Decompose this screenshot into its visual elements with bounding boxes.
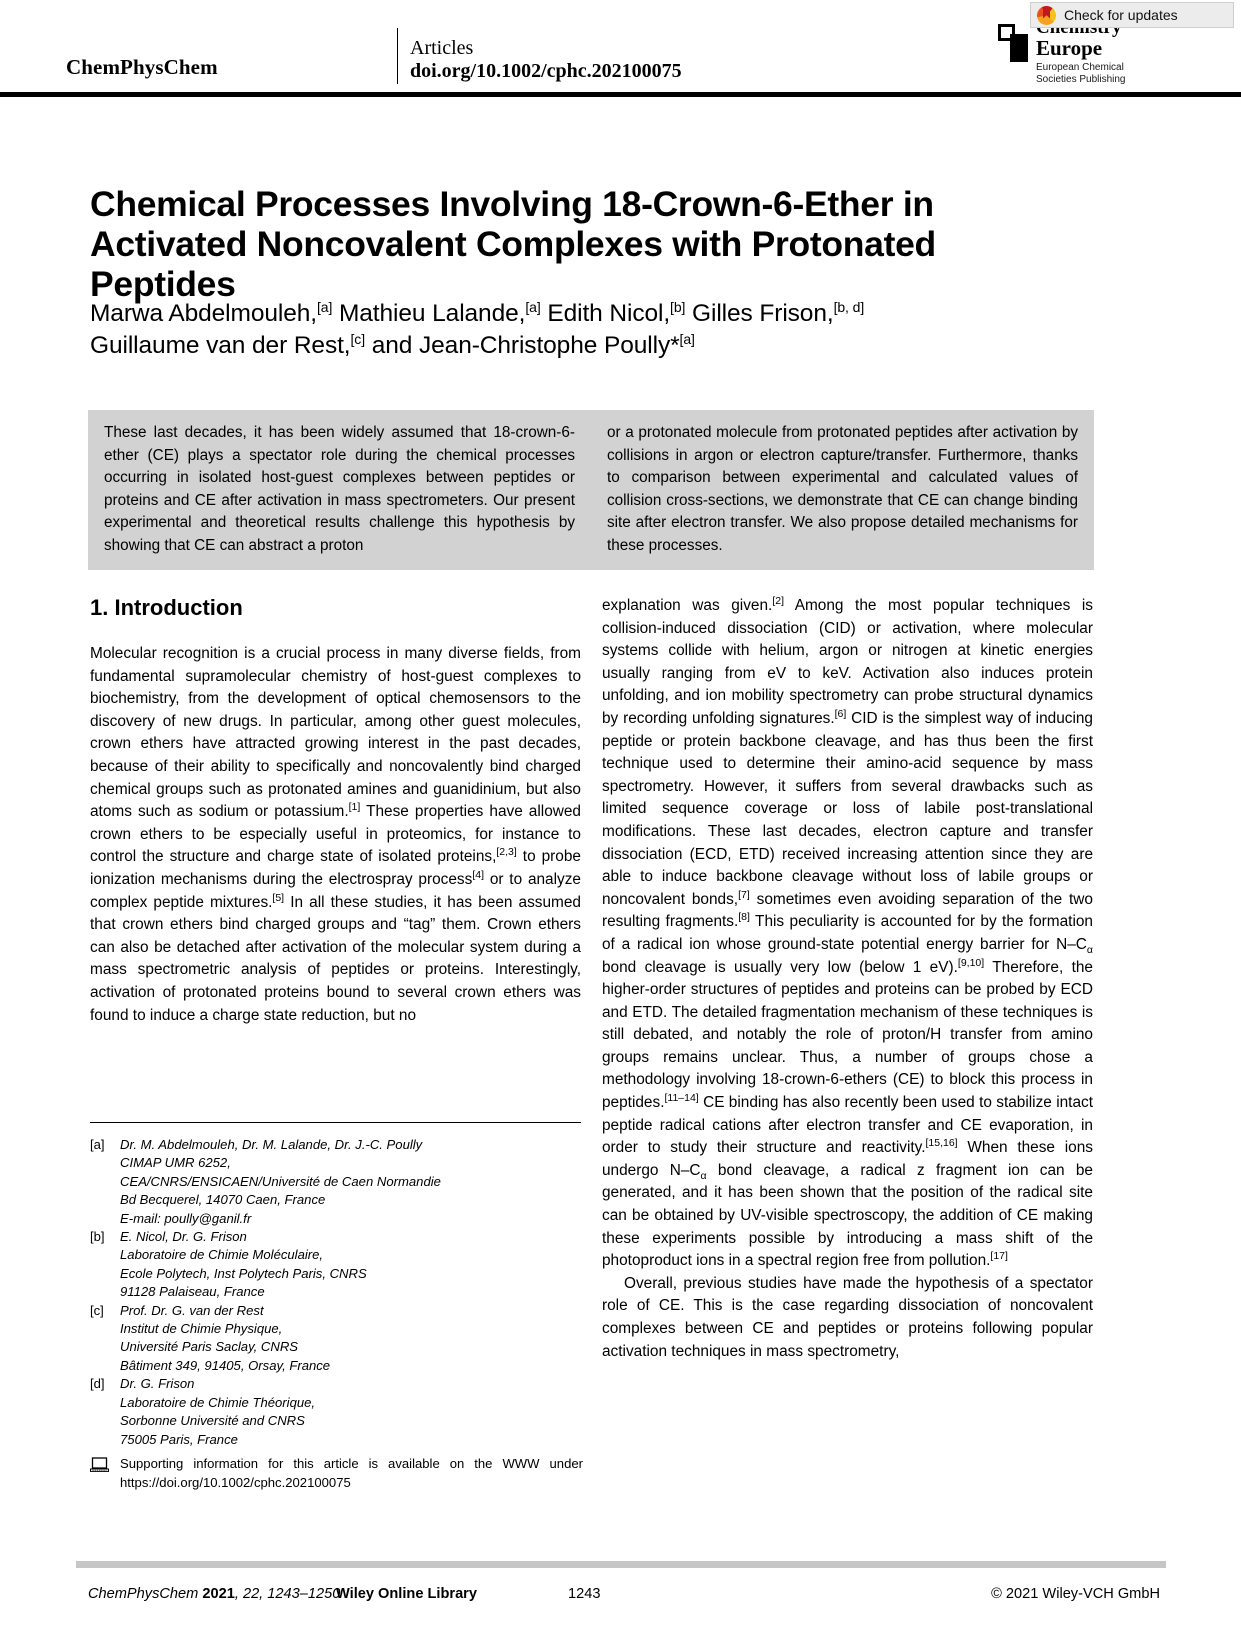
intro-text-5: In all these studies, it has been assumed that crown ethers bind charged groups and “tag” them. Crown ethers can also be detached after activation of the molecular system during a mass spectrometric analysis of peptides or proteins. Interestingly, activation of protonated proteins bound to several crown ethers was found to induce a charge state reduction, but no: [90, 893, 581, 1024]
footnote-c-body: [120, 1302, 330, 1376]
right-paragraph-2: Overall, previous studies have made the hypothesis of a spectator role of CE. This is the case regarding dissociation of noncovalent complexes between CE and peptides or proteins following popular activation techniques in mass spectrometry,: [602, 1274, 1093, 1360]
author-1: Marwa Abdelmouleh,: [90, 300, 317, 327]
citation-ref-6[interactable]: [6]: [834, 707, 847, 720]
check-for-updates-label: Check for updates: [1064, 7, 1178, 23]
supporting-information-note: [90, 1455, 585, 1492]
footnote-d-line-3: 75005 Paris, France: [120, 1431, 238, 1447]
footer-citation-journal: ChemPhysChem: [88, 1586, 199, 1602]
author-6-affil[interactable]: [a]: [679, 330, 695, 347]
abstract-column-right: or a protonated molecule from protonated peptides after activation by collisions in argon or electron capture/transfer. Furthermore, thanks to comparison between experimental and calculated values of collision cross-sections, we demonstrate that CE can change binding site after electron transfer. We also propose detailed mechanisms for these processes.: [607, 424, 1078, 554]
crossmark-icon: [1037, 6, 1056, 25]
right-text-2: Among the most popular techniques is collision-induced dissociation (CID) or activation, where molecular systems collide with helium, argon or nitrogen at kinetic energies usually ranging from eV to keV. Activation also induces protein unfolding, and ion mobility spectrometry can probe structural dynamics by recording unfolding signatures.: [602, 597, 1093, 727]
citation-ref-9-10[interactable]: [9,10]: [957, 956, 985, 969]
body-column-left: [90, 595, 581, 1027]
subscript-alpha-2: α: [700, 1169, 707, 1182]
author-2: Mathieu Lalande,: [332, 300, 526, 327]
footnote-a-email[interactable]: E-mail: poully@ganil.fr: [120, 1210, 252, 1226]
right-paragraph-1: [602, 595, 1093, 1273]
footer-citation: [88, 1586, 340, 1602]
page-title: Chemical Processes Involving 18-Crown-6-Ether in Activated Noncovalent Complexes with Protonated Peptides: [90, 183, 936, 304]
author-3-affil[interactable]: [b]: [670, 298, 686, 315]
right-text-5: This peculiarity is accounted for by the formation of a radical ion whose ground-state potential energy barrier for N–C: [602, 913, 1093, 953]
journal-name: ChemPhysChem: [66, 55, 218, 79]
footnote-b: [90, 1228, 585, 1302]
footer-citation-pages: , 22, 1243–1250: [234, 1586, 341, 1602]
footnote-d-line-1: Laboratoire de Chimie Théorique,: [120, 1394, 316, 1410]
citation-ref-7[interactable]: [7]: [738, 888, 750, 901]
citation-ref-17[interactable]: [17]: [990, 1250, 1008, 1263]
author-6: and Jean-Christophe Poully*: [365, 332, 680, 359]
footnote-c-line-3: Bâtiment 349, 91405, Orsay, France: [120, 1357, 331, 1373]
affiliation-footnotes: [90, 1136, 585, 1492]
intro-text-2: These properties have allowed crown ethers to be especially useful in proteomics, for instance to control the structure and charge state of isolated proteins,: [90, 803, 581, 866]
footnote-a-line-3: Bd Becquerel, 14070 Caen, France: [120, 1192, 326, 1208]
footnote-c-line-0: Prof. Dr. G. van der Rest: [120, 1302, 264, 1318]
right-text-8: CE binding has also recently been used to stabilize intact peptide radical cations after electron transfer and CE evaporation, in order to study their structure and reactivity.: [602, 1094, 1093, 1157]
footnote-c-tag: [c]: [90, 1302, 104, 1318]
footnote-c-line-1: Institut de Chimie Physique,: [120, 1321, 283, 1337]
citation-ref-5[interactable]: [5]: [272, 891, 285, 904]
body-column-right: [602, 595, 1093, 1363]
footer-copyright: © 2021 Wiley-VCH GmbH: [991, 1586, 1160, 1602]
citation-ref-2-3[interactable]: [2,3]: [496, 846, 517, 859]
footnote-a-line-2: CEA/CNRS/ENSICAEN/Université de Caen Normandie: [120, 1173, 441, 1189]
citation-ref-2[interactable]: [2]: [772, 594, 784, 607]
citation-ref-11-14[interactable]: [11–14]: [664, 1091, 699, 1104]
check-for-updates-badge[interactable]: [1030, 2, 1234, 28]
footnote-d-body: [120, 1375, 315, 1449]
citation-ref-1[interactable]: [1]: [348, 801, 361, 814]
footer-citation-year: 2021: [202, 1586, 235, 1602]
runhead-doi[interactable]: doi.org/10.1002/cphc.202100075: [410, 60, 682, 82]
runhead-divider: [397, 28, 398, 84]
footnote-a-line-0: Dr. M. Abdelmouleh, Dr. M. Lalande, Dr. J.-C. Poully: [120, 1137, 423, 1152]
chemistry-europe-logo: [998, 18, 1178, 88]
right-text-1: explanation was given.: [602, 597, 773, 614]
author-5: Guillaume van der Rest,: [90, 332, 351, 359]
abstract-box: [88, 410, 1094, 570]
subscript-alpha-1: α: [1086, 943, 1093, 956]
intro-text-3: to probe ionization mechanisms during the electrospray process: [90, 848, 581, 888]
laptop-icon: [90, 1455, 120, 1492]
footnote-separator: [90, 1122, 581, 1123]
footnote-a-tag: [a]: [90, 1137, 105, 1152]
footnote-d-line-0: Dr. G. Frison: [120, 1376, 195, 1392]
footnote-c: [90, 1302, 585, 1376]
logo-subtitle: [1036, 62, 1126, 86]
right-text-7: Therefore, the higher-order structures of peptides and proteins can be probed by ECD and ETD. The detailed fragmentation mechanism of these techniques is still debated, and notably the role of proton/H transfer from amino groups remains unclear. Thus, a number of groups chose a methodology involving 18-crown-6-ethers (CE) to block this process in peptides.: [602, 958, 1093, 1112]
intro-paragraph-1: [90, 643, 581, 1027]
logo-line-europe: Europe: [1036, 36, 1103, 60]
author-2-affil[interactable]: [a]: [525, 298, 541, 315]
right-text-3: CID is the simplest way of inducing peptide or protein backbone cleavage, and has thus been the first technique used to determine their amino-acid sequence by mass spectrometry. However, it suffers from several drawbacks such as limited sequence coverage or loss of labile post-translational modifications. These last decades, electron capture and transfer dissociation (ECD, ETD) received increasing attention since they are able to induce backbone cleavage without loss of labile groups or noncovalent bonds,: [602, 709, 1093, 908]
running-head: [0, 0, 1241, 96]
author-4-affil[interactable]: [b, d]: [833, 298, 865, 315]
footnote-b-line-1: Laboratoire de Chimie Moléculaire,: [120, 1247, 324, 1263]
author-5-affil[interactable]: [c]: [350, 330, 365, 347]
author-1-affil[interactable]: [a]: [317, 298, 333, 315]
footer-wiley-online-library[interactable]: Wiley Online Library: [336, 1586, 477, 1602]
footnote-b-line-2: Ecole Polytech, Inst Polytech Paris, CNRS: [120, 1265, 367, 1281]
footnote-b-line-0: E. Nicol, Dr. G. Frison: [120, 1229, 247, 1245]
author-3: Edith Nicol,: [540, 300, 671, 327]
footnote-c-line-2: Université Paris Saclay, CNRS: [120, 1339, 299, 1355]
header-rule: [0, 92, 1241, 97]
page-footer: [76, 1586, 1166, 1608]
runhead-section-label: Articles: [410, 37, 474, 59]
footer-page-number: 1243: [568, 1586, 601, 1602]
supporting-information-text[interactable]: Supporting information for this article is available on the WWW under https://doi.org/10.1002/cphc.202100075: [120, 1455, 583, 1490]
footnote-d: [90, 1375, 585, 1449]
footnote-d-line-2: Sorbonne Université and CNRS: [120, 1413, 305, 1429]
right-text-6: bond cleavage is usually very low (below 1 eV).: [602, 958, 958, 976]
citation-ref-15-16[interactable]: [15,16]: [925, 1137, 958, 1150]
logo-subtitle-line1: European Chemical: [1036, 62, 1124, 73]
section-heading-introduction: 1. Introduction: [90, 595, 243, 620]
footnote-a-body: [120, 1136, 441, 1228]
author-list: [90, 298, 1100, 362]
footnote-b-line-3: 91128 Palaiseau, France: [120, 1284, 265, 1300]
footnote-a-line-1: CIMAP UMR 6252,: [120, 1155, 231, 1171]
footnote-a: [90, 1136, 585, 1228]
abstract-column-left: These last decades, it has been widely assumed that 18-crown-6-ether (CE) plays a spectator role during the chemical processes occurring in isolated host-guest complexes between peptides or proteins and CE after activation in mass spectrometers. Our present experimental and theoretical results challenge this hypothesis by showing that CE can abstract a proton: [104, 424, 575, 554]
logo-subtitle-line2: Societies Publishing: [1036, 74, 1126, 85]
footnote-b-tag: [b]: [90, 1229, 105, 1245]
footer-rule: [76, 1561, 1166, 1568]
footnote-d-tag: [d]: [90, 1376, 105, 1392]
footnote-b-body: [120, 1228, 367, 1302]
intro-text-4: or to analyze complex peptide mixtures.: [90, 870, 581, 911]
right-text-4: sometimes even avoiding separation of the two resulting fragments.: [602, 890, 1093, 931]
intro-text-1: Molecular recognition is a crucial process in many diverse fields, from fundamental supramolecular chemistry of host-guest complexes to biochemistry, from the development of optical chemosensors to the discovery of new drugs. In particular, among other guest molecules, crown ethers have attracted growing interest in the past decades, because of their ability to specifically and noncovalently bind charged chemical groups such as protonated amines and guanidinium, but also atoms such as sodium or potassium.: [90, 645, 581, 821]
logo-squares-icon: [998, 24, 1032, 62]
right-text-10: bond cleavage, a radical z fragment ion can be generated, and it has been shown that the position of the radical site can be obtained by UV-visible spectroscopy, the addition of CE making these experiments possible by introducing a mass shift of the photoproduct ions in a spectral region free from pollution.: [602, 1161, 1093, 1270]
citation-ref-4[interactable]: [4]: [472, 868, 485, 881]
right-text-9: When these ions undergo N–C: [602, 1139, 1093, 1179]
author-4: Gilles Frison,: [685, 300, 834, 327]
citation-ref-8[interactable]: [8]: [738, 911, 750, 924]
